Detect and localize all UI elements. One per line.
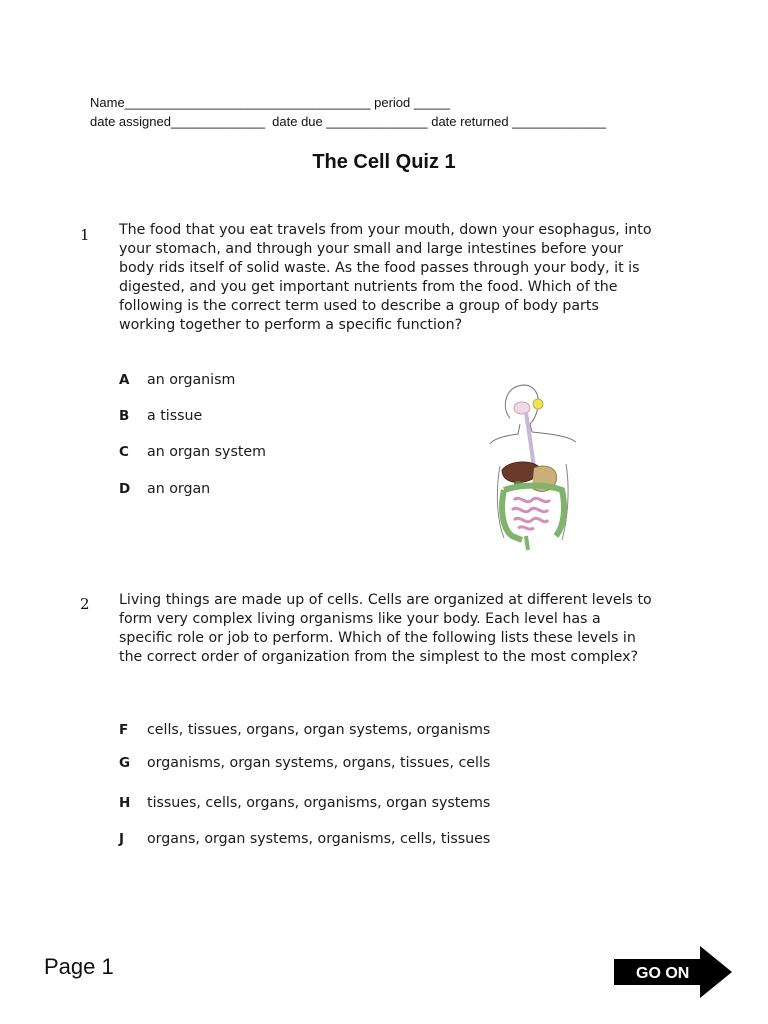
answer-option-b[interactable] — [119, 408, 202, 424]
answer-option-g[interactable] — [119, 755, 490, 771]
option-text: an organism — [147, 372, 236, 388]
question-line: The food that you eat travels from your mouth, down your esophagus, into — [119, 222, 652, 238]
answer-option-d[interactable] — [119, 481, 210, 497]
option-letter: B — [119, 408, 130, 424]
question-line: Living things are made up of cells. Cells are organized at different levels to — [119, 592, 652, 608]
option-text: cells, tissues, organs, organ systems, organisms — [147, 722, 491, 738]
question-2-text — [119, 591, 704, 667]
answer-option-f[interactable] — [119, 722, 490, 738]
question-number: 2 — [80, 595, 90, 613]
quiz-title: The Cell Quiz 1 — [312, 151, 456, 173]
go-on-arrow-button[interactable] — [614, 946, 732, 998]
go-on-label: GO ON — [636, 965, 690, 982]
question-line: digested, and you get important nutrients from the food. Which of the — [119, 279, 618, 295]
option-text: organisms, organ systems, organs, tissues, cells — [147, 755, 491, 771]
question-line: working together to perform a specific function? — [119, 317, 463, 333]
answer-option-h[interactable] — [119, 795, 490, 811]
option-text: an organ — [147, 481, 211, 497]
option-text: organs, organ systems, organisms, cells, tissues — [147, 831, 491, 847]
name-period-line: Name__________________________________ period _____ — [90, 95, 451, 110]
question-line: body rids itself of solid waste. As the food passes through your body, it is — [119, 260, 640, 276]
option-letter: F — [119, 722, 129, 738]
dates-line: date assigned_____________ date due ______________ date returned _____________ — [90, 114, 607, 129]
answer-option-a[interactable] — [119, 372, 235, 388]
option-letter: J — [119, 831, 125, 847]
answer-option-j[interactable] — [119, 831, 490, 847]
question-1-text — [119, 221, 704, 335]
question-line: specific role or job to perform. Which of the following lists these levels in — [119, 630, 636, 646]
question-line: form very complex living organisms like your body. Each level has a — [119, 611, 601, 627]
question-number: 1 — [80, 226, 90, 244]
page-number: Page 1 — [44, 954, 114, 979]
option-letter: C — [119, 444, 129, 460]
option-text: a tissue — [147, 408, 203, 424]
question-line: your stomach, and through your small and large intestines before your — [119, 241, 624, 257]
option-letter: D — [119, 481, 131, 497]
digestive-system-illustration — [482, 378, 592, 553]
option-text: tissues, cells, organs, organisms, organ systems — [147, 795, 491, 811]
option-letter: H — [119, 795, 131, 811]
option-letter: G — [119, 755, 131, 771]
option-letter: A — [119, 372, 130, 388]
answer-option-c[interactable] — [119, 444, 266, 460]
question-line: following is the correct term used to describe a group of body parts — [119, 298, 599, 314]
option-text: an organ system — [147, 444, 266, 460]
question-line: the correct order of organization from the simplest to the most complex? — [119, 649, 639, 665]
